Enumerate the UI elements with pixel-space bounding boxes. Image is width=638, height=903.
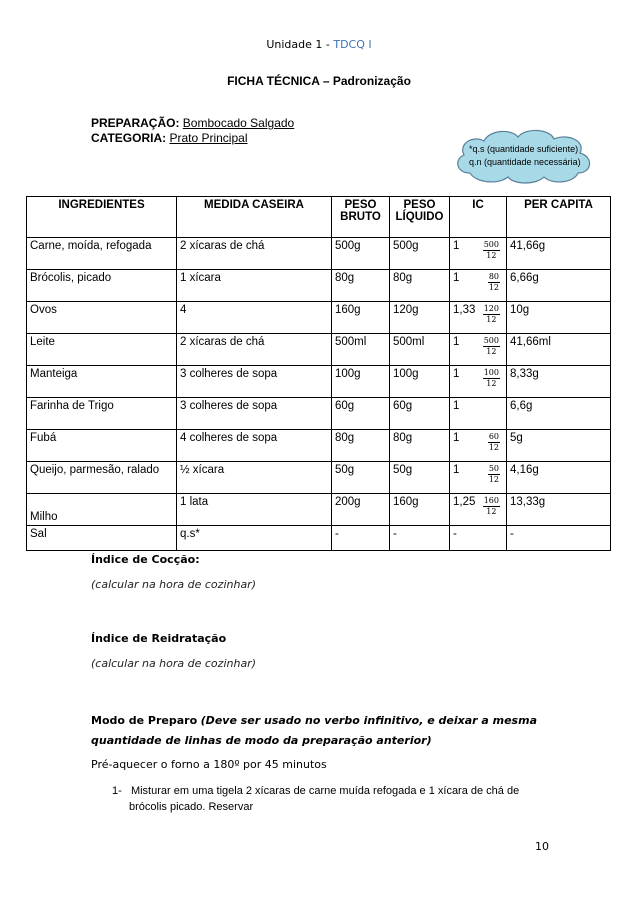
ic-value: 1 [453,240,460,252]
indice-reidratacao-heading: Índice de Reidratação [91,632,227,645]
ic-value: 1 [453,368,460,380]
cell-per-capita: 4,16g [507,462,611,494]
cell-peso-liquido: 500g [390,238,450,270]
ic-fraction [483,304,500,325]
cell-peso-liquido: 500ml [390,334,450,366]
cell-peso-bruto: 200g [332,494,390,526]
cell-peso-liquido: 160g [390,494,450,526]
cell-ingrediente: Fubá [27,430,177,462]
cell-ingrediente: Farinha de Trigo [27,398,177,430]
ic-value: 1,25 [453,496,476,508]
fraction-numerator: 160 [483,496,499,505]
cell-ingrediente: Sal [27,526,177,551]
ic-fraction [483,496,500,517]
cell-ic [450,462,507,494]
table-row [27,494,611,526]
cell-medida-caseira: 3 colheres de sopa [177,366,332,398]
cell-peso-liquido: 120g [390,302,450,334]
cell-medida-caseira: 3 colheres de sopa [177,398,332,430]
cell-ic [450,334,507,366]
cell-peso-liquido: 100g [390,366,450,398]
table-row [27,398,611,430]
fraction-numerator: 500 [483,336,499,345]
ic-value: - [453,528,457,540]
fraction-numerator: 500 [483,240,499,249]
cell-ic [450,398,507,430]
document-title: FICHA TÉCNICA – Padronização [227,74,411,88]
cell-ingrediente: Carne, moída, refogada [27,238,177,270]
fraction-denominator: 12 [486,315,497,324]
cloud-note [469,143,594,169]
categoria-line [91,131,248,146]
cell-per-capita: 8,33g [507,366,611,398]
fraction-denominator: 12 [488,283,499,292]
step-number: 1- [112,785,122,797]
cell-ic [450,430,507,462]
cell-peso-bruto: 100g [332,366,390,398]
ic-value: 1 [453,464,460,476]
preparo-step-1 [112,783,572,815]
cell-medida-caseira: 4 [177,302,332,334]
ic-fraction [483,368,500,389]
cell-peso-bruto: 500ml [332,334,390,366]
cell-ingrediente: Queijo, parmesão, ralado [27,462,177,494]
cell-medida-caseira: 1 xícara [177,270,332,302]
fraction-denominator: 12 [486,379,497,388]
fraction-denominator: 12 [488,443,499,452]
fraction-numerator: 50 [488,464,499,473]
cell-per-capita: 41,66ml [507,334,611,366]
fraction-numerator: 120 [483,304,499,313]
table-row [27,302,611,334]
table-body [27,238,611,551]
cell-ingrediente: Leite [27,334,177,366]
cell-ingrediente: Milho [27,494,177,526]
categoria-label: CATEGORIA: [91,131,167,145]
indice-reidratacao-note: (calcular na hora de cozinhar) [91,657,256,670]
ingredients-table [26,196,611,551]
ic-fraction [488,272,500,293]
step-text-1: Misturar em uma tigela 2 xícaras de carne muída refogada e 1 xícara de chá de [130,785,520,797]
header-peso-liquido: PESO LÍQUIDO [390,197,450,238]
modo-preparo-title: Modo de Preparo [91,714,198,727]
table-row [27,334,611,366]
preparacao-line [91,116,294,131]
table-row [27,238,611,270]
fraction-numerator: 80 [488,272,499,281]
preparacao-label: PREPARAÇÃO: [91,116,180,130]
cell-ic [450,494,507,526]
ic-fraction [488,464,500,485]
cell-ic [450,238,507,270]
cell-ic [450,366,507,398]
cell-ic [450,270,507,302]
fraction-denominator: 12 [486,347,497,356]
table-row [27,366,611,398]
fraction-denominator: 12 [486,251,497,260]
preparo-step-line-1 [112,783,572,799]
cell-medida-caseira: 2 xícaras de chá [177,238,332,270]
cloud-note-line-2: q.n (quantidade necessária) [469,157,581,167]
cell-peso-liquido: 80g [390,270,450,302]
header-per-capita: PER CAPITA [507,197,611,238]
cell-ic [450,302,507,334]
step-text-2: brócolis picado. Reservar [129,801,254,813]
categoria-value: Prato Principal [169,131,248,145]
cell-ingrediente: Manteiga [27,366,177,398]
cell-peso-liquido: - [390,526,450,551]
cell-per-capita: 5g [507,430,611,462]
cell-per-capita: 6,6g [507,398,611,430]
cloud-note-line-1: *q.s (quantidade suficiente) [469,144,579,154]
page-number: 10 [535,840,549,853]
header-ic: IC [450,197,507,238]
ic-fraction [483,336,500,357]
cell-peso-liquido: 60g [390,398,450,430]
cell-medida-caseira: q.s* [177,526,332,551]
ic-fraction [488,432,500,453]
cell-peso-liquido: 50g [390,462,450,494]
cell-peso-bruto: 50g [332,462,390,494]
header-ingredientes: INGREDIENTES [27,197,177,238]
cell-per-capita: 13,33g [507,494,611,526]
cell-peso-bruto: 500g [332,238,390,270]
modo-preparo-intro: Pré-aquecer o forno a 180º por 45 minutos [91,758,327,771]
table-row [27,462,611,494]
fraction-numerator: 100 [483,368,499,377]
cell-peso-bruto: 80g [332,430,390,462]
fraction-numerator: 60 [488,432,499,441]
ic-value: 1 [453,400,460,412]
ic-value: 1 [453,432,460,444]
cell-ingrediente: Ovos [27,302,177,334]
preparacao-value: Bombocado Salgado [182,116,295,130]
cell-peso-bruto: 160g [332,302,390,334]
ic-value: 1 [453,336,460,348]
cell-peso-bruto: - [332,526,390,551]
cell-ic [450,526,507,551]
cell-peso-bruto: 80g [332,270,390,302]
fraction-denominator: 12 [486,507,497,516]
cell-per-capita: - [507,526,611,551]
indice-coccao-note: (calcular na hora de cozinhar) [91,578,256,591]
cell-per-capita: 41,66g [507,238,611,270]
ic-fraction [483,240,500,261]
cell-ingrediente: Brócolis, picado [27,270,177,302]
header-peso-bruto: PESO BRUTO [332,197,390,238]
cell-medida-caseira: 4 colheres de sopa [177,430,332,462]
header-prefix: Unidade 1 - [266,38,334,51]
table-row [27,526,611,551]
cell-per-capita: 6,66g [507,270,611,302]
ic-value: 1,33 [453,304,476,316]
ic-value: 1 [453,272,460,284]
header-unit-code: TDCQ I [333,38,372,51]
table-row [27,430,611,462]
cell-medida-caseira: 1 lata [177,494,332,526]
cell-medida-caseira: 2 xícaras de chá [177,334,332,366]
header-medida-caseira: MEDIDA CASEIRA [177,197,332,238]
cell-peso-liquido: 80g [390,430,450,462]
cell-peso-bruto: 60g [332,398,390,430]
page-header [0,38,638,51]
modo-preparo-heading [91,711,561,751]
table-row [27,270,611,302]
indice-coccao-heading: Índice de Cocção: [91,553,200,566]
cell-per-capita: 10g [507,302,611,334]
fraction-denominator: 12 [488,475,499,484]
modo-preparo-instruction: (Deve ser usado no verbo infinitivo, e deixar a mesma quantidade de linhas de modo da preparação anterior) [91,714,537,747]
cell-medida-caseira: ½ xícara [177,462,332,494]
table-header-row [27,197,611,238]
